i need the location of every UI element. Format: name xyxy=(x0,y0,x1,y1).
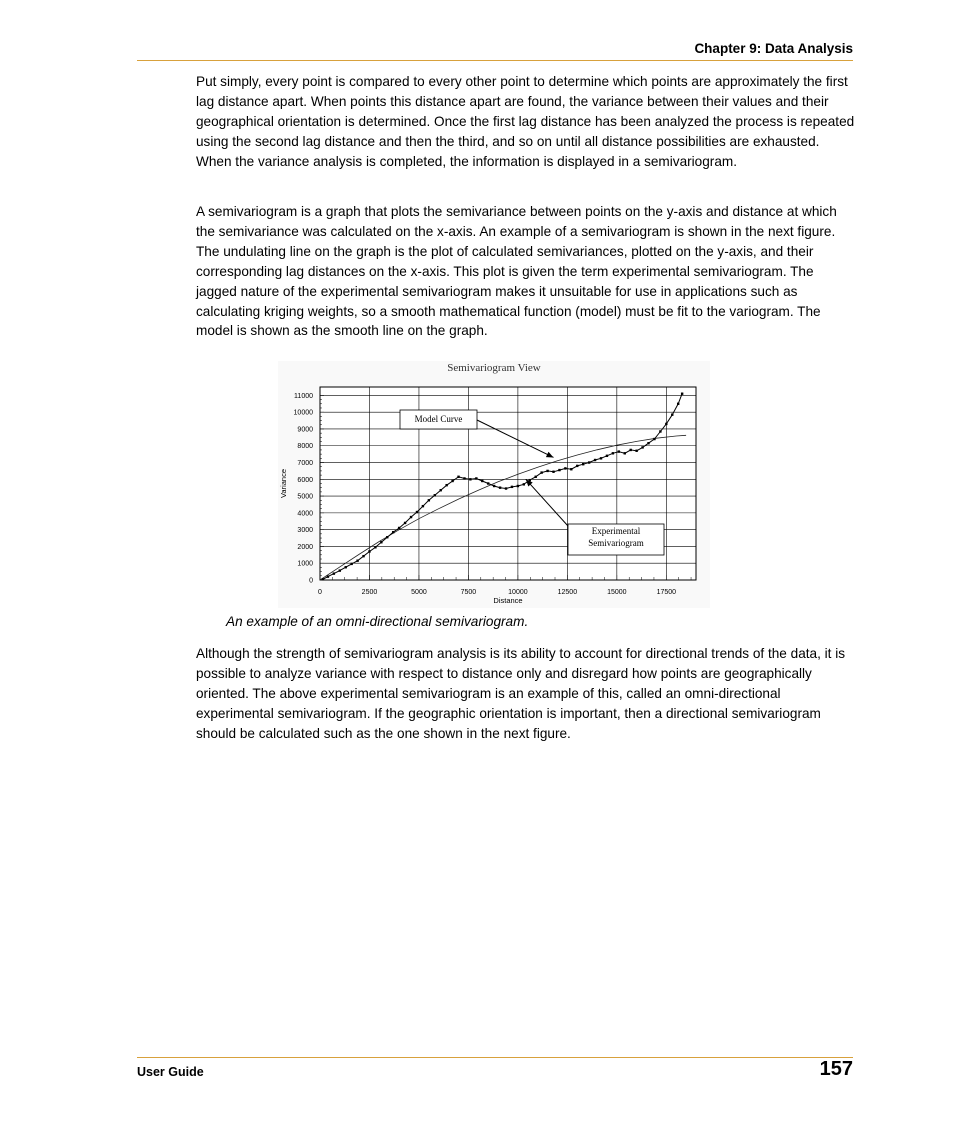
y-axis-label: Variance xyxy=(279,468,288,499)
experimental-semivariogram-label-text: Semivariogram xyxy=(588,538,644,548)
semivariogram-chart xyxy=(278,361,710,608)
experimental-point xyxy=(552,471,554,473)
experimental-point xyxy=(368,550,370,552)
y-tick-label: 1000 xyxy=(297,560,313,568)
experimental-point xyxy=(681,393,683,395)
x-tick-label: 15000 xyxy=(607,589,627,596)
experimental-point xyxy=(677,403,679,405)
experimental-point xyxy=(576,465,578,467)
experimental-point xyxy=(612,452,614,454)
experimental-point xyxy=(416,511,418,513)
model-curve-label-text: Model Curve xyxy=(414,414,463,424)
experimental-point xyxy=(535,476,537,478)
experimental-point xyxy=(659,430,661,432)
experimental-point xyxy=(322,578,324,580)
x-tick-label: 7500 xyxy=(460,589,477,596)
experimental-point xyxy=(362,555,364,557)
y-tick-label: 0 xyxy=(309,577,313,585)
experimental-point xyxy=(564,467,566,469)
experimental-point xyxy=(624,452,626,454)
experimental-point xyxy=(600,457,602,459)
experimental-point xyxy=(665,423,667,425)
experimental-point xyxy=(511,486,513,488)
experimental-point xyxy=(570,468,572,470)
experimental-point xyxy=(356,560,358,562)
experimental-point xyxy=(505,487,507,489)
experimental-point xyxy=(629,449,631,451)
experimental-point xyxy=(475,477,477,479)
y-tick-label: 10000 xyxy=(293,409,313,417)
y-tick-label: 11000 xyxy=(294,392,313,400)
semivariogram-figure xyxy=(278,361,710,608)
experimental-point xyxy=(671,413,673,415)
header-rule xyxy=(137,60,853,61)
experimental-point xyxy=(345,566,347,568)
experimental-point xyxy=(481,480,483,482)
experimental-point xyxy=(540,471,542,473)
experimental-point xyxy=(398,527,400,529)
experimental-point xyxy=(350,563,352,565)
experimental-point xyxy=(434,494,436,496)
experimental-point xyxy=(594,459,596,461)
experimental-point xyxy=(647,442,649,444)
experimental-point xyxy=(499,486,501,488)
figure-caption: An example of an omni-directional semivariogram. xyxy=(226,614,529,629)
experimental-point xyxy=(445,484,447,486)
experimental-point xyxy=(582,463,584,465)
experimental-point xyxy=(653,438,655,440)
paragraph-1: Put simply, every point is compared to every other point to determine which points are approximately the first lag distance apart. When points this distance apart are found, the variance between their values and their geographical orientation is determined. Once the first lag distance has been analyzed the process is repeated using the second lag distance and then the third, and so on until all distance possibilities are exhausted. When the variance analysis is completed, the information is displayed in a semivariogram. xyxy=(196,74,855,169)
x-tick-label: 10000 xyxy=(508,589,528,596)
footer-rule xyxy=(137,1057,853,1058)
y-tick-label: 8000 xyxy=(297,443,313,451)
experimental-point xyxy=(333,572,335,574)
experimental-point xyxy=(386,536,388,538)
experimental-point xyxy=(618,450,620,452)
experimental-point xyxy=(487,482,489,484)
experimental-point xyxy=(422,505,424,507)
y-tick-label: 5000 xyxy=(297,493,313,501)
page-number: 157 xyxy=(819,1058,853,1080)
x-tick-label: 17500 xyxy=(656,589,677,596)
experimental-point xyxy=(457,476,459,478)
experimental-point xyxy=(463,477,465,479)
y-tick-label: 6000 xyxy=(297,476,313,484)
experimental-point xyxy=(635,450,637,452)
experimental-point xyxy=(404,522,406,524)
experimental-semivariogram-label-text: Experimental xyxy=(591,526,641,536)
y-tick-label: 4000 xyxy=(297,510,313,518)
x-tick-label: 5000 xyxy=(411,589,427,596)
y-tick-label: 7000 xyxy=(297,460,313,468)
experimental-point xyxy=(380,541,382,543)
footer-guide-label: User Guide xyxy=(137,1065,204,1079)
chart-title: Semivariogram View xyxy=(447,362,541,374)
experimental-point xyxy=(546,470,548,472)
experimental-point xyxy=(493,485,495,487)
experimental-point xyxy=(339,569,341,571)
x-tick-label: 2500 xyxy=(361,589,378,596)
experimental-point xyxy=(410,516,412,518)
x-axis-label: Distance xyxy=(493,596,523,605)
experimental-point xyxy=(588,461,590,463)
paragraph-2: A semivariogram is a graph that plots the semivariance between points on the y-axis and distance at which the semivariance was calculated on the x-axis. An example of a semivariogram is shown in the next figure. The undulating line on the graph is the plot of calculated semivariances, plotted on the y-axis, and their corresponding lag distances on the x-axis. This plot is given the term experimental semivariogram. The jagged nature of the experimental semivariogram makes it unsuitable for use in applications such as calculating kriging weights, so a smooth mathematical function (model) must be fit to the variogram. The model is shown as the smooth line on the graph. xyxy=(196,204,837,339)
experimental-point xyxy=(440,489,442,491)
experimental-point xyxy=(469,478,471,480)
experimental-point xyxy=(517,485,519,487)
experimental-point xyxy=(374,546,376,548)
experimental-point xyxy=(451,480,453,482)
experimental-point xyxy=(606,455,608,457)
y-tick-label: 9000 xyxy=(297,426,313,434)
y-tick-label: 2000 xyxy=(297,543,313,551)
experimental-point xyxy=(641,446,643,448)
experimental-point xyxy=(428,499,430,501)
experimental-point xyxy=(392,531,394,533)
x-tick-label: 0 xyxy=(318,589,322,596)
y-tick-label: 3000 xyxy=(297,527,313,535)
experimental-point xyxy=(327,575,329,577)
chapter-title: Chapter 9: Data Analysis xyxy=(694,41,853,56)
paragraph-3: Although the strength of semivariogram analysis is its ability to account for directional trends of the data, it is possible to analyze variance with respect to distance only and disregard how points are geographically oriented. The above experimental semivariogram is an example of this, called an omni-directional experimental semivariogram. If the geographic orientation is important, then a directional semivariogram should be calculated such as the one shown in the next figure. xyxy=(196,646,846,741)
experimental-point xyxy=(558,469,560,471)
x-tick-label: 12500 xyxy=(557,589,578,596)
experimental-point xyxy=(523,483,525,485)
